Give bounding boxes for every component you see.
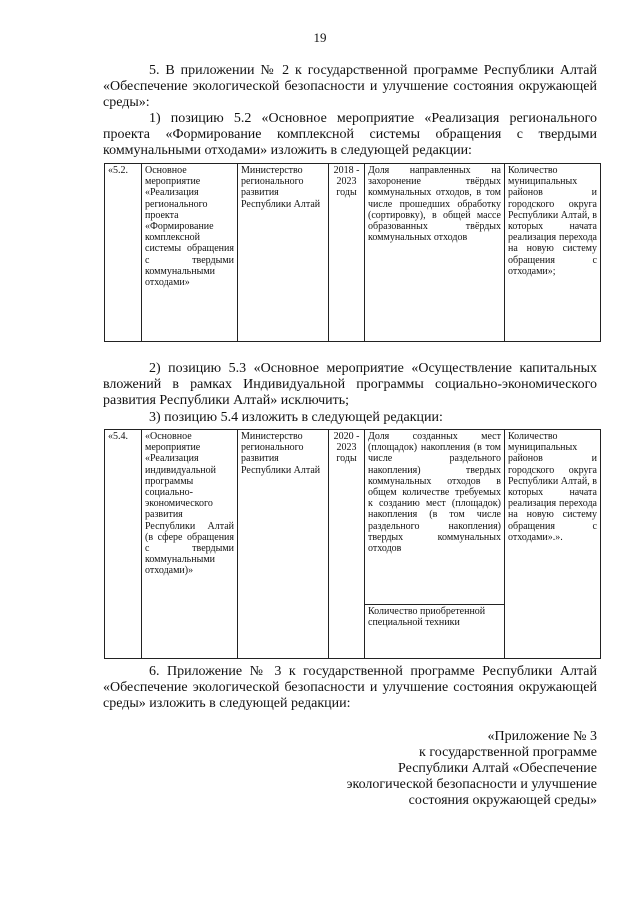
cell-executor: Министерство регионального развития Республики Алтай <box>238 164 329 342</box>
cell-program-indicator: Количество муниципальных районов и городского округа Республики Алтай, в которых начата реализация перехода на новую систему обращения с отходами».». <box>505 430 601 659</box>
cell-program-indicator: Количество муниципальных районов и городского округа Республики Алтай, в которых начата реализация перехода на новую систему обращения с отходами»; <box>505 164 601 342</box>
cell-indicator-1: Доля созданных мест (площадок) накопления (в том числе раздельного накопления) твердых коммунальных отходов в общем количестве требуемых к созданию мест (площадок) накопления (в том числе раздельного накопления) твердых коммунальных отходов <box>365 430 505 605</box>
appendix-line: Республики Алтай «Обеспечение <box>398 761 597 776</box>
cell-years: 2018 - 2023 годы <box>329 164 365 342</box>
table-position-5-2 <box>104 163 601 342</box>
cell-number: «5.4. <box>105 430 142 659</box>
table-position-5-4 <box>104 429 601 659</box>
item6-text: 6. Приложение № 3 к государственной программе Республики Алтай «Обеспечение экологической безопасности и улучшение состояния окружающей среды» изложить в следующей редакции: <box>103 664 597 711</box>
appendix-heading <box>347 729 598 809</box>
cell-years: 2020 - 2023 годы <box>329 430 365 659</box>
item5-sub2: 2) позицию 5.3 «Основное мероприятие «Осуществление капитальных вложений в рамках Индивидуальной программы социально-экономического развития Республики Алтай» исключить; <box>103 361 597 408</box>
appendix-line: к государственной программе <box>419 745 597 760</box>
cell-measure-name: Основное мероприятие «Реализация регионального проекта «Формирование комплексной системы обращения с твердыми коммунальными отходами» <box>142 164 238 342</box>
cell-number: «5.2. <box>105 164 142 342</box>
item5-sub1: 1) позицию 5.2 «Основное мероприятие «Реализация регионального проекта «Формирование комплексной системы обращения с твердыми коммунальными отходами» изложить в следующей редакции: <box>103 111 597 158</box>
appendix-line: экологической безопасности и улучшение <box>346 777 597 792</box>
cell-measure-name: «Основное мероприятие «Реализация индивидуальной программы социально-экономического развития Республики Алтай (в сфере обращения с твердыми коммунальными отходами)» <box>142 430 238 659</box>
cell-executor: Министерство регионального развития Республики Алтай <box>238 430 329 659</box>
cell-indicator-2: Количество приобретенной специальной техники <box>365 605 505 659</box>
item5-sub3: 3) позицию 5.4 изложить в следующей редакции: <box>149 410 443 425</box>
table-row <box>105 430 601 605</box>
appendix-line: состояния окружающей среды» <box>408 793 597 808</box>
table-row <box>105 164 601 342</box>
appendix-line: «Приложение № 3 <box>487 729 597 744</box>
page-number: 19 <box>313 30 327 45</box>
cell-indicator: Доля направленных на захоронение твёрдых коммунальных отходов, в том числе прошедших обработку (сортировку), в общей массе образованных твёрдых коммунальных отходов <box>365 164 505 342</box>
item5-intro: 5. В приложении № 2 к государственной программе Республики Алтай «Обеспечение экологической безопасности и улучшение состояния окружающей среды»: <box>103 63 597 110</box>
